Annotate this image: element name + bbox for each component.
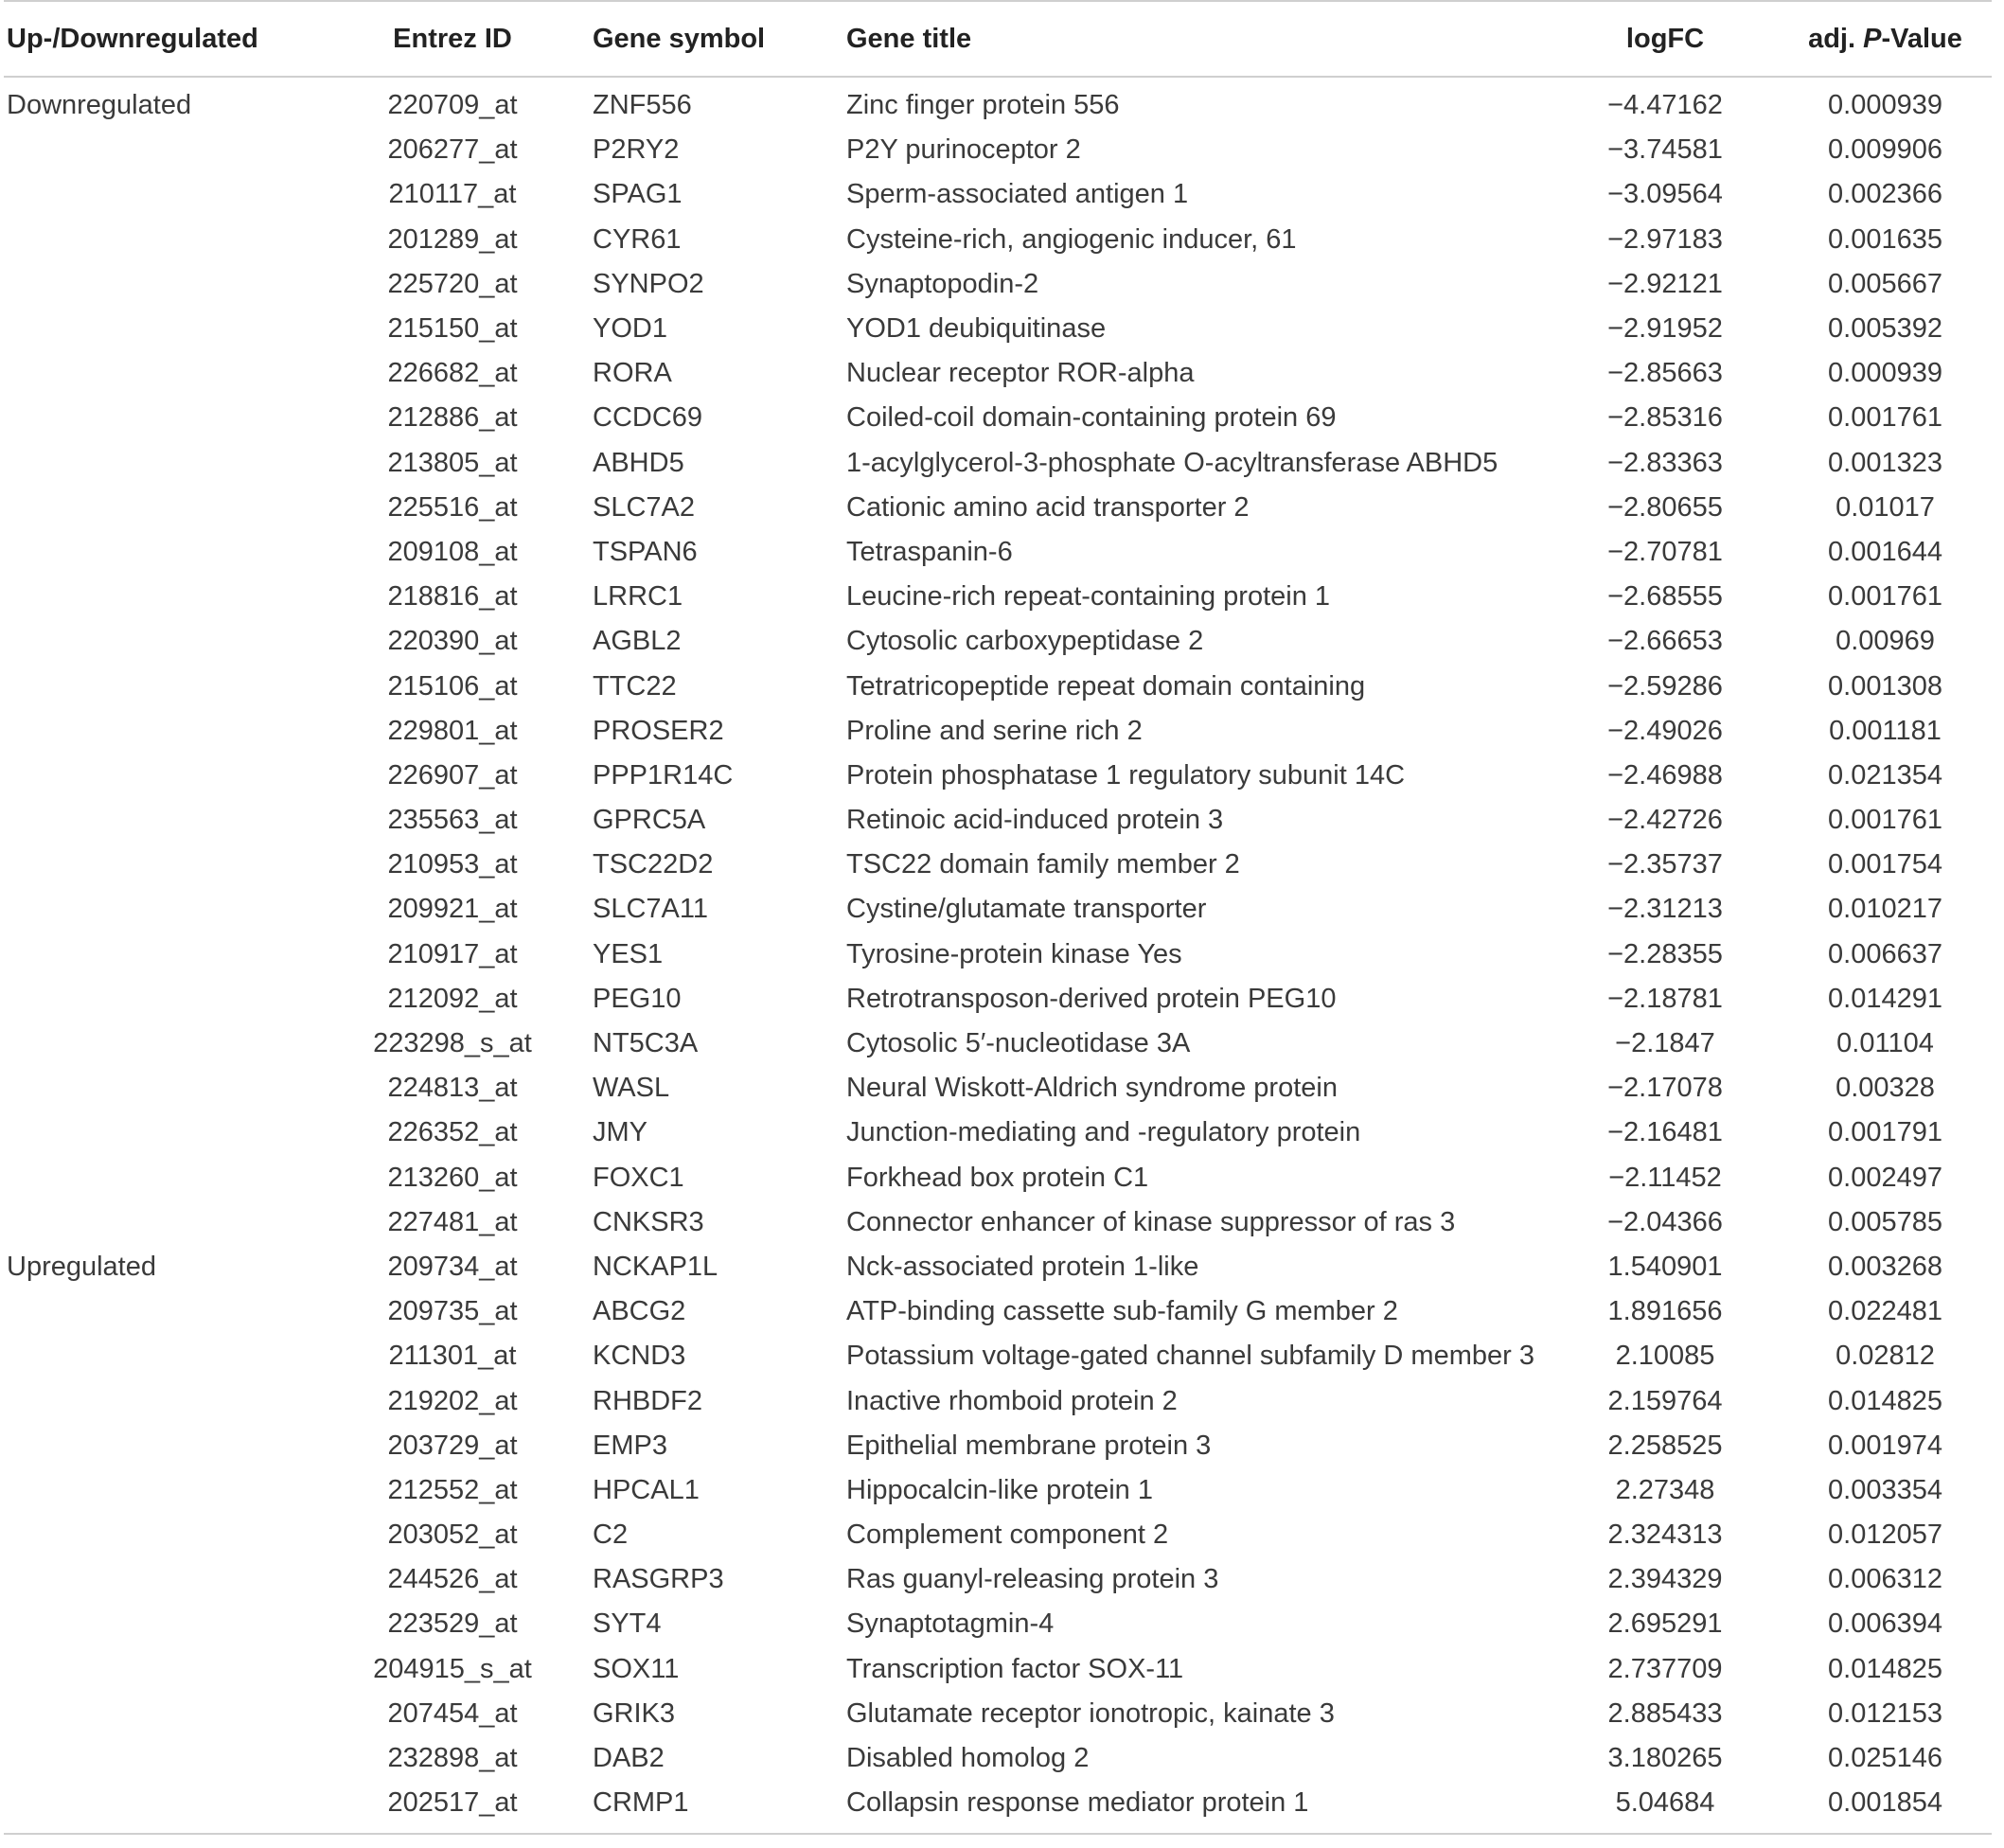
cell-entrez-id: 209921_at: [387, 894, 518, 925]
cell-group: [4, 128, 331, 172]
cell-group: [4, 1602, 331, 1646]
header-gene-title: Gene title: [827, 1, 1528, 77]
cell-group: [4, 441, 331, 486]
cell-group: Upregulated: [7, 1251, 156, 1282]
cell-gene-symbol: HPCAL1: [593, 1474, 700, 1505]
header-gene-symbol: Gene symbol: [574, 1, 827, 77]
table-row: [4, 1424, 1992, 1468]
cell-gene-symbol: JMY: [593, 1117, 647, 1148]
table-row: [4, 1245, 1992, 1289]
cell-group: [4, 1378, 331, 1423]
cell-group: [4, 1066, 331, 1111]
cell-adj-p-value: 0.006394: [1828, 1608, 1942, 1640]
table-row: [4, 1513, 1992, 1557]
table-row: [4, 1066, 1992, 1111]
cell-gene-symbol: CCDC69: [593, 402, 703, 434]
cell-gene-title: Collapsin response mediator protein 1: [827, 1781, 1528, 1834]
cell-adj-p-value: 0.005785: [1828, 1206, 1942, 1237]
cell-adj-p-value: 0.014291: [1828, 983, 1942, 1014]
cell-gene-title: Hippocalcin-like protein 1: [846, 1474, 1153, 1505]
cell-group: Downregulated: [7, 90, 192, 121]
cell-gene-title: Coiled-coil domain-containing protein 69: [846, 402, 1337, 434]
cell-entrez-id: 225516_at: [387, 491, 518, 523]
table-row: [4, 1692, 1992, 1736]
table-row: [4, 486, 1992, 530]
cell-gene-symbol: PEG10: [593, 983, 682, 1014]
cell-entrez-id: 209734_at: [387, 1251, 518, 1282]
cell-adj-p-value: 0.001761: [1828, 805, 1942, 836]
cell-logfc: −2.11452: [1608, 1162, 1722, 1193]
cell-entrez-id: 224813_at: [387, 1073, 518, 1104]
cell-entrez-id: 232898_at: [387, 1743, 518, 1774]
cell-logfc: −4.47162: [1607, 90, 1723, 121]
cell-entrez-id: 215150_at: [387, 313, 518, 345]
cell-adj-p-value: 0.001761: [1828, 581, 1942, 613]
table-row: [4, 1647, 1992, 1692]
cell-gene-symbol: YES1: [593, 938, 664, 969]
cell-logfc: −2.85663: [1607, 358, 1723, 389]
cell-logfc: −2.91952: [1607, 313, 1723, 345]
table-row: [4, 1378, 1992, 1423]
cell-adj-p-value: 0.002497: [1828, 1162, 1942, 1193]
table-row: [4, 754, 1992, 798]
cell-gene-symbol: PPP1R14C: [593, 759, 734, 791]
header-logfc: logFC: [1528, 1, 1750, 77]
cell-group: [4, 351, 331, 396]
cell-gene-symbol: SLC7A2: [593, 491, 696, 523]
cell-logfc: −2.85316: [1607, 402, 1723, 434]
table-row: [4, 1022, 1992, 1066]
table-row: [4, 218, 1992, 262]
cell-logfc: −2.92121: [1607, 268, 1723, 299]
cell-adj-p-value: 0.012057: [1828, 1519, 1942, 1551]
cell-adj-p-value: 0.002366: [1828, 179, 1942, 210]
cell-group: [4, 396, 331, 440]
table-row: [4, 1468, 1992, 1513]
cell-group: [4, 1557, 331, 1602]
header-adj-p-value: [1750, 1, 1992, 77]
cell-group: [4, 1647, 331, 1692]
cell-group: [4, 843, 331, 887]
cell-entrez-id: 203052_at: [387, 1519, 518, 1551]
cell-gene-title: Synaptopodin-2: [846, 268, 1039, 299]
cell-group: [4, 1111, 331, 1155]
cell-logfc: −2.66653: [1607, 626, 1723, 657]
cell-gene-title: Tetraspanin-6: [846, 536, 1013, 567]
cell-gene-symbol: RORA: [593, 358, 672, 389]
cell-adj-p-value: 0.022481: [1828, 1296, 1942, 1327]
cell-entrez-id: 223529_at: [387, 1608, 518, 1640]
cell-logfc: 2.159764: [1607, 1385, 1723, 1416]
cell-entrez-id: 207454_at: [387, 1697, 518, 1729]
cell-gene-symbol: ABHD5: [593, 447, 684, 478]
cell-logfc: −2.68555: [1607, 581, 1723, 613]
cell-gene-symbol: ZNF556: [593, 90, 692, 121]
cell-entrez-id: 226352_at: [387, 1117, 518, 1148]
cell-logfc: −2.59286: [1607, 670, 1723, 702]
table-row: [4, 262, 1992, 307]
cell-adj-p-value: 0.00969: [1836, 626, 1935, 657]
cell-adj-p-value: 0.001181: [1829, 715, 1942, 746]
cell-group: [4, 709, 331, 754]
cell-gene-symbol: NT5C3A: [593, 1028, 699, 1059]
table-row: [4, 77, 1992, 128]
header-adj-p-suffix: -Value: [1881, 23, 1962, 54]
cell-group: [4, 1289, 331, 1334]
cell-gene-title: Proline and serine rich 2: [846, 715, 1143, 746]
table-row: [4, 307, 1992, 351]
cell-adj-p-value: 0.01017: [1836, 491, 1935, 523]
cell-group: [4, 798, 331, 843]
cell-entrez-id: 213260_at: [387, 1162, 518, 1193]
cell-entrez-id: 223298_s_at: [373, 1028, 532, 1059]
cell-logfc: −2.46988: [1607, 759, 1723, 791]
cell-adj-p-value: 0.025146: [1828, 1743, 1942, 1774]
cell-gene-symbol: GPRC5A: [593, 805, 706, 836]
cell-group: [4, 262, 331, 307]
cell-group: [4, 1781, 331, 1834]
cell-gene-symbol: TSPAN6: [593, 536, 698, 567]
cell-gene-title: Potassium voltage-gated channel subfamily D member 3: [846, 1341, 1534, 1372]
table-row: [4, 619, 1992, 664]
cell-group: [4, 1156, 331, 1200]
table-row: [4, 351, 1992, 396]
cell-gene-title: 1-acylglycerol-3-phosphate O-acyltransferase ABHD5: [846, 447, 1499, 478]
cell-adj-p-value: 0.021354: [1828, 759, 1942, 791]
cell-group: [4, 575, 331, 619]
table-row: [4, 709, 1992, 754]
cell-logfc: −2.18781: [1607, 983, 1723, 1014]
cell-logfc: 2.258525: [1607, 1430, 1723, 1461]
cell-gene-symbol: YOD1: [593, 313, 667, 345]
cell-gene-symbol: FOXC1: [593, 1162, 684, 1193]
cell-group: [4, 486, 331, 530]
cell-group: [4, 1200, 331, 1245]
cell-gene-symbol: SYNPO2: [593, 268, 704, 299]
cell-gene-title: Glutamate receptor ionotropic, kainate 3: [846, 1697, 1335, 1729]
cell-entrez-id: 220390_at: [387, 626, 518, 657]
cell-group: [4, 1424, 331, 1468]
cell-adj-p-value: 0.02812: [1836, 1341, 1935, 1372]
table-row: [4, 128, 1992, 172]
cell-gene-symbol: CRMP1: [574, 1781, 827, 1834]
cell-group: [4, 1513, 331, 1557]
cell-entrez-id: 209735_at: [387, 1296, 518, 1327]
cell-gene-title: Tyrosine-protein kinase Yes: [846, 938, 1182, 969]
cell-gene-title: Transcription factor SOX-11: [846, 1653, 1184, 1684]
cell-entrez-id: 211301_at: [388, 1341, 517, 1372]
cell-logfc: 3.180265: [1607, 1743, 1723, 1774]
cell-gene-symbol: LRRC1: [593, 581, 683, 613]
cell-gene-title: Forkhead box protein C1: [846, 1162, 1149, 1193]
cell-logfc: −2.80655: [1607, 491, 1723, 523]
cell-gene-symbol: ABCG2: [593, 1296, 686, 1327]
cell-gene-symbol: DAB2: [593, 1743, 665, 1774]
cell-gene-title: Junction-mediating and -regulatory protein: [846, 1117, 1361, 1148]
cell-gene-title: Epithelial membrane protein 3: [846, 1430, 1212, 1461]
cell-entrez-id: 210117_at: [388, 179, 517, 210]
cell-gene-title: Tetratricopeptide repeat domain containing: [846, 670, 1366, 702]
cell-gene-symbol: KCND3: [593, 1341, 686, 1372]
table-row: [4, 887, 1992, 932]
cell-group: [4, 619, 331, 664]
cell-gene-title: Cysteine-rich, angiogenic inducer, 61: [846, 223, 1297, 255]
cell-gene-title: TSC22 domain family member 2: [846, 849, 1240, 880]
cell-logfc: −2.70781: [1607, 536, 1723, 567]
table-row: [4, 1200, 1992, 1245]
cell-gene-title: Neural Wiskott-Aldrich syndrome protein: [846, 1073, 1338, 1104]
table-row: [4, 977, 1992, 1022]
cell-logfc: −2.1847: [1615, 1028, 1715, 1059]
header-adj-p-prefix: adj.: [1808, 23, 1864, 54]
cell-group: [4, 1468, 331, 1513]
cell-gene-title: Nuclear receptor ROR-alpha: [846, 358, 1195, 389]
table-header: [4, 1, 1992, 77]
cell-group: [4, 1022, 331, 1066]
cell-adj-p-value: 0.006312: [1828, 1564, 1942, 1595]
cell-group: [4, 172, 331, 217]
cell-logfc: −2.42726: [1607, 805, 1723, 836]
cell-group: [4, 977, 331, 1022]
table-row: [4, 172, 1992, 217]
cell-adj-p-value: 0.001635: [1828, 223, 1942, 255]
cell-gene-symbol: SLC7A11: [593, 894, 708, 925]
cell-adj-p-value: 0.00328: [1836, 1073, 1935, 1104]
cell-adj-p-value: 0.001791: [1828, 1117, 1942, 1148]
cell-entrez-id: 209108_at: [387, 536, 518, 567]
table-row: [4, 798, 1992, 843]
table-row: [4, 843, 1992, 887]
cell-logfc: 1.891656: [1607, 1296, 1723, 1327]
cell-gene-symbol: PROSER2: [593, 715, 724, 746]
cell-gene-symbol: P2RY2: [593, 134, 680, 166]
cell-gene-title: Ras guanyl-releasing protein 3: [846, 1564, 1219, 1595]
cell-gene-title: Cationic amino acid transporter 2: [846, 491, 1250, 523]
cell-gene-symbol: EMP3: [593, 1430, 667, 1461]
cell-gene-symbol: TTC22: [593, 670, 677, 702]
cell-adj-p-value: 0.000939: [1828, 90, 1942, 121]
cell-gene-title: Nck-associated protein 1-like: [846, 1251, 1199, 1282]
cell-adj-p-value: 0.001308: [1828, 670, 1942, 702]
cell-entrez-id: 204915_s_at: [373, 1653, 532, 1684]
cell-entrez-id: 206277_at: [387, 134, 518, 166]
cell-gene-symbol: SOX11: [593, 1653, 680, 1684]
cell-gene-title: Sperm-associated antigen 1: [846, 179, 1189, 210]
differential-expression-table: [4, 0, 1992, 1835]
cell-group: [4, 307, 331, 351]
cell-gene-symbol: CYR61: [593, 223, 682, 255]
table-row: [4, 664, 1992, 708]
cell-logfc: −2.97183: [1607, 223, 1723, 255]
table-row: [4, 1156, 1992, 1200]
cell-gene-title: Cystine/glutamate transporter: [846, 894, 1207, 925]
table-row: [4, 1602, 1992, 1646]
table-row: [4, 530, 1992, 575]
cell-entrez-id: 213805_at: [387, 447, 518, 478]
cell-entrez-id: 218816_at: [387, 581, 518, 613]
cell-entrez-id: 203729_at: [387, 1430, 518, 1461]
cell-logfc: 1.540901: [1607, 1251, 1723, 1282]
cell-logfc: −2.28355: [1607, 938, 1723, 969]
cell-entrez-id: 235563_at: [387, 805, 518, 836]
cell-adj-p-value: 0.001644: [1828, 536, 1942, 567]
cell-gene-symbol: NCKAP1L: [593, 1251, 718, 1282]
cell-logfc: 2.737709: [1607, 1653, 1723, 1684]
cell-entrez-id: 226907_at: [387, 759, 518, 791]
cell-logfc: −2.49026: [1607, 715, 1723, 746]
cell-gene-title: Synaptotagmin-4: [846, 1608, 1055, 1640]
cell-adj-p-value: 0.000939: [1828, 358, 1942, 389]
cell-gene-title: P2Y purinoceptor 2: [846, 134, 1081, 166]
cell-group: [4, 933, 331, 977]
cell-adj-p-value: 0.001754: [1828, 849, 1942, 880]
cell-group: [4, 1736, 331, 1781]
cell-entrez-id: 212886_at: [387, 402, 518, 434]
cell-adj-p-value: 0.005667: [1828, 268, 1942, 299]
cell-gene-title: Disabled homolog 2: [846, 1743, 1090, 1774]
cell-adj-p-value: 0.001761: [1828, 402, 1942, 434]
cell-entrez-id: 210917_at: [387, 938, 518, 969]
cell-logfc: −2.16481: [1607, 1117, 1723, 1148]
cell-gene-symbol: SYT4: [593, 1608, 662, 1640]
cell-adj-p-value: 0.003268: [1828, 1251, 1942, 1282]
cell-entrez-id: 244526_at: [387, 1564, 518, 1595]
cell-gene-symbol: GRIK3: [593, 1697, 676, 1729]
table-row: [4, 575, 1992, 619]
cell-gene-title: Complement component 2: [846, 1519, 1169, 1551]
cell-entrez-id: 226682_at: [387, 358, 518, 389]
cell-entrez-id: 212552_at: [387, 1474, 518, 1505]
cell-logfc: 2.885433: [1607, 1697, 1723, 1729]
cell-adj-p-value: 0.001323: [1828, 447, 1942, 478]
cell-group: [4, 887, 331, 932]
cell-logfc: −3.09564: [1607, 179, 1723, 210]
cell-entrez-id: 219202_at: [387, 1385, 518, 1416]
cell-logfc: 2.324313: [1607, 1519, 1723, 1551]
cell-gene-title: Retrotransposon-derived protein PEG10: [846, 983, 1337, 1014]
table-row: [4, 1736, 1992, 1781]
table-row: [4, 1289, 1992, 1334]
cell-adj-p-value: 0.001854: [1750, 1781, 1992, 1834]
cell-entrez-id: 229801_at: [387, 715, 518, 746]
cell-entrez-id: 210953_at: [387, 849, 518, 880]
cell-logfc: −2.35737: [1607, 849, 1723, 880]
cell-gene-title: Inactive rhomboid protein 2: [846, 1385, 1178, 1416]
cell-gene-title: Connector enhancer of kinase suppressor of ras 3: [846, 1206, 1456, 1237]
cell-adj-p-value: 0.005392: [1828, 313, 1942, 345]
cell-gene-symbol: CNKSR3: [593, 1206, 704, 1237]
cell-gene-symbol: WASL: [593, 1073, 670, 1104]
cell-gene-title: Protein phosphatase 1 regulatory subunit 14C: [846, 759, 1406, 791]
cell-gene-symbol: RASGRP3: [593, 1564, 724, 1595]
cell-entrez-id: 212092_at: [387, 983, 518, 1014]
cell-logfc: 2.10085: [1615, 1341, 1715, 1372]
table-row: [4, 396, 1992, 440]
cell-group: [4, 1692, 331, 1736]
table-row: [4, 1111, 1992, 1155]
cell-adj-p-value: 0.010217: [1828, 894, 1942, 925]
cell-adj-p-value: 0.001974: [1828, 1430, 1942, 1461]
cell-logfc: −2.83363: [1607, 447, 1723, 478]
cell-group: [4, 664, 331, 708]
table-row: [4, 1334, 1992, 1378]
cell-logfc: −3.74581: [1607, 134, 1723, 166]
table-row: [4, 441, 1992, 486]
cell-gene-title: YOD1 deubiquitinase: [846, 313, 1107, 345]
cell-gene-symbol: RHBDF2: [593, 1385, 703, 1416]
cell-logfc: 2.695291: [1607, 1608, 1723, 1640]
table-row: [4, 1557, 1992, 1602]
cell-gene-title: Cytosolic carboxypeptidase 2: [846, 626, 1204, 657]
cell-gene-title: Cytosolic 5′-nucleotidase 3A: [846, 1028, 1191, 1059]
cell-adj-p-value: 0.014825: [1828, 1653, 1942, 1684]
cell-gene-symbol: TSC22D2: [593, 849, 714, 880]
cell-logfc: −2.17078: [1607, 1073, 1723, 1104]
header-entrez-id: Entrez ID: [331, 1, 574, 77]
cell-adj-p-value: 0.009906: [1828, 134, 1942, 166]
cell-group: [4, 754, 331, 798]
cell-entrez-id: 201289_at: [387, 223, 518, 255]
cell-entrez-id: 227481_at: [387, 1206, 518, 1237]
cell-entrez-id: 225720_at: [387, 268, 518, 299]
cell-gene-symbol: AGBL2: [593, 626, 682, 657]
cell-entrez-id: 215106_at: [387, 670, 518, 702]
table-body: [4, 77, 1992, 1834]
cell-logfc: 2.394329: [1607, 1564, 1723, 1595]
cell-gene-title: Retinoic acid-induced protein 3: [846, 805, 1224, 836]
cell-entrez-id: 220709_at: [387, 90, 518, 121]
cell-group: [4, 1334, 331, 1378]
cell-gene-title: Leucine-rich repeat-containing protein 1: [846, 581, 1331, 613]
cell-gene-title: ATP-binding cassette sub-family G member 2: [846, 1296, 1398, 1327]
cell-logfc: 5.04684: [1528, 1781, 1750, 1834]
header-row: [4, 1, 1992, 77]
table-row: [4, 1781, 1992, 1834]
cell-group: [4, 530, 331, 575]
cell-gene-symbol: C2: [593, 1519, 629, 1551]
cell-logfc: 2.27348: [1615, 1474, 1715, 1505]
cell-adj-p-value: 0.006637: [1828, 938, 1942, 969]
cell-adj-p-value: 0.01104: [1836, 1028, 1934, 1059]
cell-entrez-id: 202517_at: [331, 1781, 574, 1834]
cell-logfc: −2.04366: [1607, 1206, 1723, 1237]
cell-adj-p-value: 0.014825: [1828, 1385, 1942, 1416]
cell-adj-p-value: 0.003354: [1828, 1474, 1942, 1505]
cell-logfc: −2.31213: [1607, 894, 1723, 925]
cell-gene-symbol: SPAG1: [593, 179, 683, 210]
cell-group: [4, 218, 331, 262]
cell-gene-title: Zinc finger protein 556: [846, 90, 1120, 121]
header-group: Up-/Downregulated: [4, 1, 331, 77]
header-adj-p-italic: P: [1863, 23, 1882, 54]
cell-adj-p-value: 0.012153: [1828, 1697, 1942, 1729]
table-row: [4, 933, 1992, 977]
